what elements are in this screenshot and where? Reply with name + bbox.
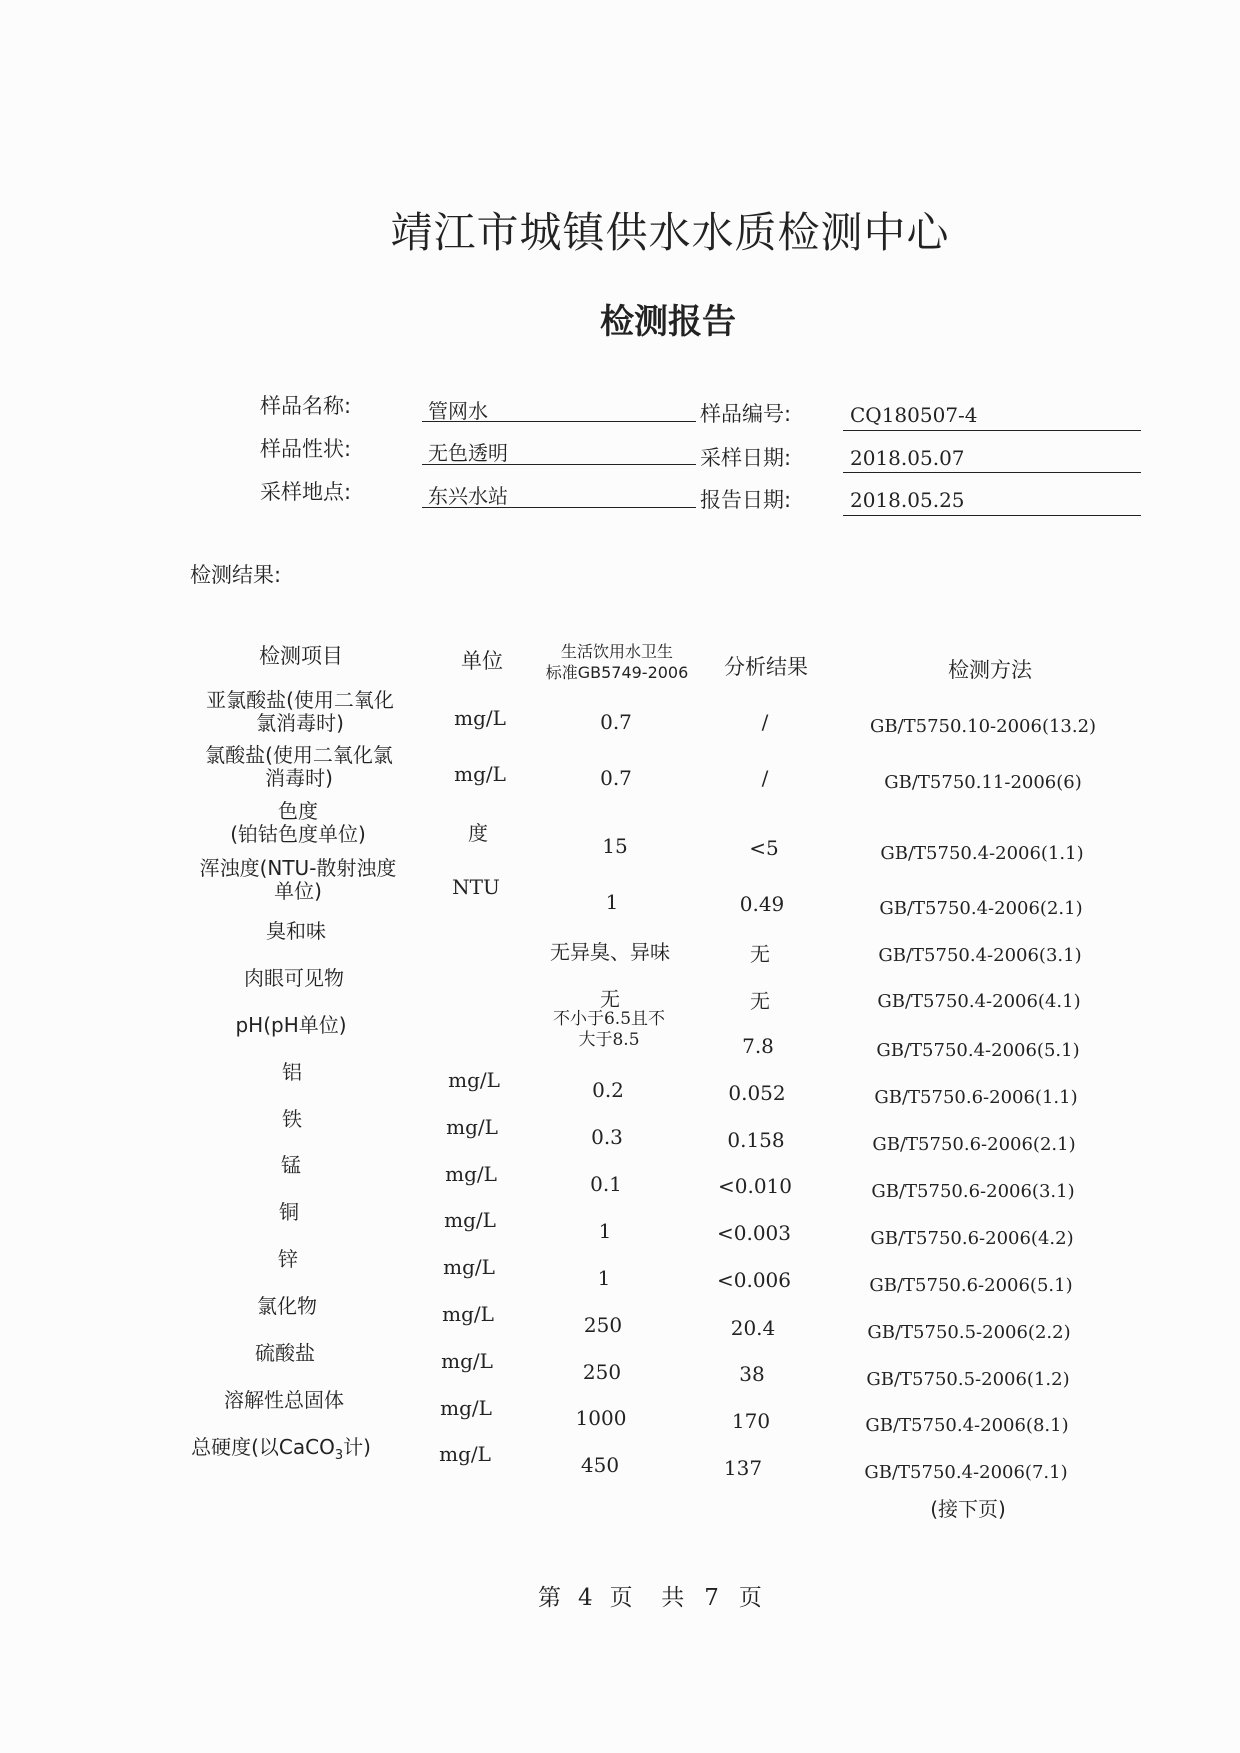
unit-cell: mg/L [446, 1115, 498, 1139]
header-standard-line1: 生活饮用水卫生 [560, 642, 673, 661]
result-cell: 38 [739, 1362, 765, 1386]
standard-line: 大于8.5 [578, 1030, 640, 1050]
footer-word: 页 [738, 1585, 762, 1611]
method-cell: GB/T5750.6-2006(5.1) [869, 1275, 1073, 1296]
unit-cell: mg/L [448, 1068, 500, 1092]
method-cell: GB/T5750.4-2006(5.1) [876, 1040, 1080, 1061]
result-cell: <0.006 [716, 1268, 792, 1292]
item-cell: 肉眼可见物 [244, 966, 344, 990]
item-line: 亚氯酸盐(使用二氧化 [206, 688, 394, 712]
item-cell: 锰 [281, 1153, 301, 1177]
standard-cell: 250 [583, 1313, 623, 1337]
sample-appearance-label: 样品性状: [260, 437, 352, 461]
result-cell: 170 [731, 1409, 771, 1433]
method-cell: GB/T5750.4-2006(1.1) [880, 843, 1084, 864]
header-standard [546, 641, 689, 683]
standard-cell: 250 [582, 1360, 622, 1384]
page-footer [538, 1579, 762, 1612]
item-text: 总硬度(以CaCO [191, 1435, 335, 1459]
report-date-label: 报告日期: [700, 488, 792, 512]
sampling-location-value: 东兴水站 [428, 484, 508, 508]
method-cell: GB/T5750.4-2006(7.1) [864, 1462, 1068, 1483]
standard-cell: 0.7 [600, 710, 632, 734]
sample-appearance-value: 无色透明 [428, 441, 508, 465]
method-cell: GB/T5750.4-2006(2.1) [879, 898, 1083, 919]
header-result: 分析结果 [724, 655, 808, 679]
item-cell: 氯化物 [257, 1294, 317, 1318]
unit-cell: mg/L [439, 1442, 491, 1466]
item-line: 氯酸盐(使用二氧化氯 [205, 743, 393, 767]
result-cell: 137 [723, 1456, 763, 1480]
result-cell: 无 [750, 942, 770, 966]
report-date-underline [843, 515, 1141, 516]
footer-word: 共 [661, 1585, 685, 1611]
item-cell [205, 744, 393, 790]
item-cell [200, 857, 397, 903]
unit-cell: mg/L [441, 1349, 493, 1373]
method-cell: GB/T5750.5-2006(2.2) [867, 1322, 1071, 1343]
standard-line: 不小于6.5且不 [552, 1009, 666, 1029]
sampling-location-label: 采样地点: [260, 480, 352, 504]
header-standard-line2: 标准GB5749-2006 [545, 663, 689, 682]
method-cell: GB/T5750.6-2006(1.1) [874, 1087, 1078, 1108]
item-cell: 铁 [282, 1107, 302, 1131]
item-cell: 臭和味 [266, 919, 326, 943]
unit-cell: mg/L [444, 1208, 496, 1232]
result-cell: 7.8 [742, 1034, 774, 1058]
item-cell: 锌 [278, 1247, 298, 1271]
continued-note: (接下页) [930, 1497, 1006, 1521]
item-subscript: 3 [334, 1448, 344, 1463]
sampling-date-underline [843, 472, 1141, 473]
item-cell [206, 689, 394, 735]
unit-cell: mg/L [443, 1255, 495, 1279]
method-cell: GB/T5750.4-2006(3.1) [878, 945, 1082, 966]
sample-name-underline [422, 421, 696, 422]
method-cell: GB/T5750.4-2006(4.1) [877, 991, 1081, 1012]
standard-cell [553, 1009, 665, 1051]
standard-cell: 无 [600, 987, 620, 1011]
unit-cell: mg/L [454, 762, 506, 786]
result-cell: 无 [750, 989, 770, 1013]
item-cell: 溶解性总固体 [224, 1388, 344, 1412]
sample-name-label: 样品名称: [260, 394, 352, 418]
item-line: (铂钴色度单位) [230, 822, 366, 846]
method-cell: GB/T5750.4-2006(8.1) [865, 1415, 1069, 1436]
sample-name-value: 管网水 [428, 399, 488, 423]
method-cell: GB/T5750.6-2006(4.2) [870, 1228, 1074, 1249]
unit-cell: mg/L [445, 1162, 497, 1186]
organization-name: 靖江市城镇供水水质检测中心 [390, 208, 950, 257]
standard-cell: 0.2 [592, 1078, 624, 1102]
footer-word: 页 [609, 1585, 633, 1611]
standard-cell: 0.1 [590, 1172, 622, 1196]
header-item: 检测项目 [259, 644, 343, 668]
result-cell: <0.003 [716, 1221, 792, 1245]
standard-cell: 1000 [575, 1406, 627, 1430]
item-cell: pH(pH单位) [235, 1013, 347, 1037]
footer-word: 第 [538, 1585, 561, 1611]
standard-cell: 450 [580, 1453, 620, 1477]
unit-cell: 度 [468, 821, 488, 845]
method-cell: GB/T5750.5-2006(1.2) [866, 1369, 1070, 1390]
item-line: 氯消毒时) [256, 711, 344, 735]
sample-number-label: 样品编号: [700, 402, 792, 426]
sampling-location-underline [422, 507, 696, 508]
standard-cell: 0.7 [600, 766, 632, 790]
header-method: 检测方法 [948, 658, 1032, 682]
unit-cell: mg/L [454, 706, 506, 730]
unit-cell: mg/L [442, 1302, 494, 1326]
total-pages: 7 [704, 1585, 719, 1611]
result-cell: 0.49 [739, 892, 785, 916]
unit-cell: NTU [452, 875, 500, 899]
result-cell: 0.158 [727, 1128, 785, 1152]
header-unit: 单位 [461, 649, 503, 673]
method-cell: GB/T5750.6-2006(2.1) [872, 1134, 1076, 1155]
method-cell: GB/T5750.6-2006(3.1) [871, 1181, 1075, 1202]
sample-number-value: CQ180507-4 [850, 403, 978, 427]
method-cell: GB/T5750.11-2006(6) [884, 772, 1082, 793]
result-cell: <0.010 [717, 1174, 793, 1198]
sample-appearance-underline [422, 464, 696, 465]
results-label: 检测结果: [190, 563, 282, 587]
report-date-value: 2018.05.25 [850, 488, 965, 512]
item-cell [230, 800, 366, 846]
item-text: 计) [343, 1435, 371, 1459]
result-cell: 0.052 [728, 1081, 786, 1105]
item-line: 浑浊度(NTU-散射浊度 [199, 856, 397, 880]
item-cell: 铜 [279, 1200, 299, 1224]
item-cell [191, 1436, 371, 1467]
result-cell: / [761, 710, 769, 734]
report-title: 检测报告 [600, 302, 736, 342]
result-cell: / [761, 766, 769, 790]
standard-cell: 1 [598, 1219, 612, 1243]
standard-cell: 15 [602, 834, 628, 858]
item-cell: 铝 [282, 1060, 302, 1084]
standard-cell: 无异臭、异味 [550, 940, 670, 964]
method-cell: GB/T5750.10-2006(13.2) [869, 716, 1097, 737]
sampling-date-label: 采样日期: [700, 446, 792, 470]
item-line: 色度 [277, 799, 318, 823]
standard-cell: 1 [597, 1266, 611, 1290]
unit-cell: mg/L [440, 1396, 492, 1420]
sample-number-underline [843, 430, 1141, 431]
standard-cell: 0.3 [591, 1125, 623, 1149]
result-cell: 20.4 [730, 1316, 776, 1340]
result-cell: <5 [749, 836, 779, 860]
item-cell: 硫酸盐 [255, 1341, 315, 1365]
page-number: 4 [577, 1585, 593, 1611]
sampling-date-value: 2018.05.07 [850, 446, 965, 470]
item-line: 消毒时) [265, 766, 333, 790]
item-line: 单位) [274, 879, 322, 903]
standard-cell: 1 [605, 890, 619, 914]
